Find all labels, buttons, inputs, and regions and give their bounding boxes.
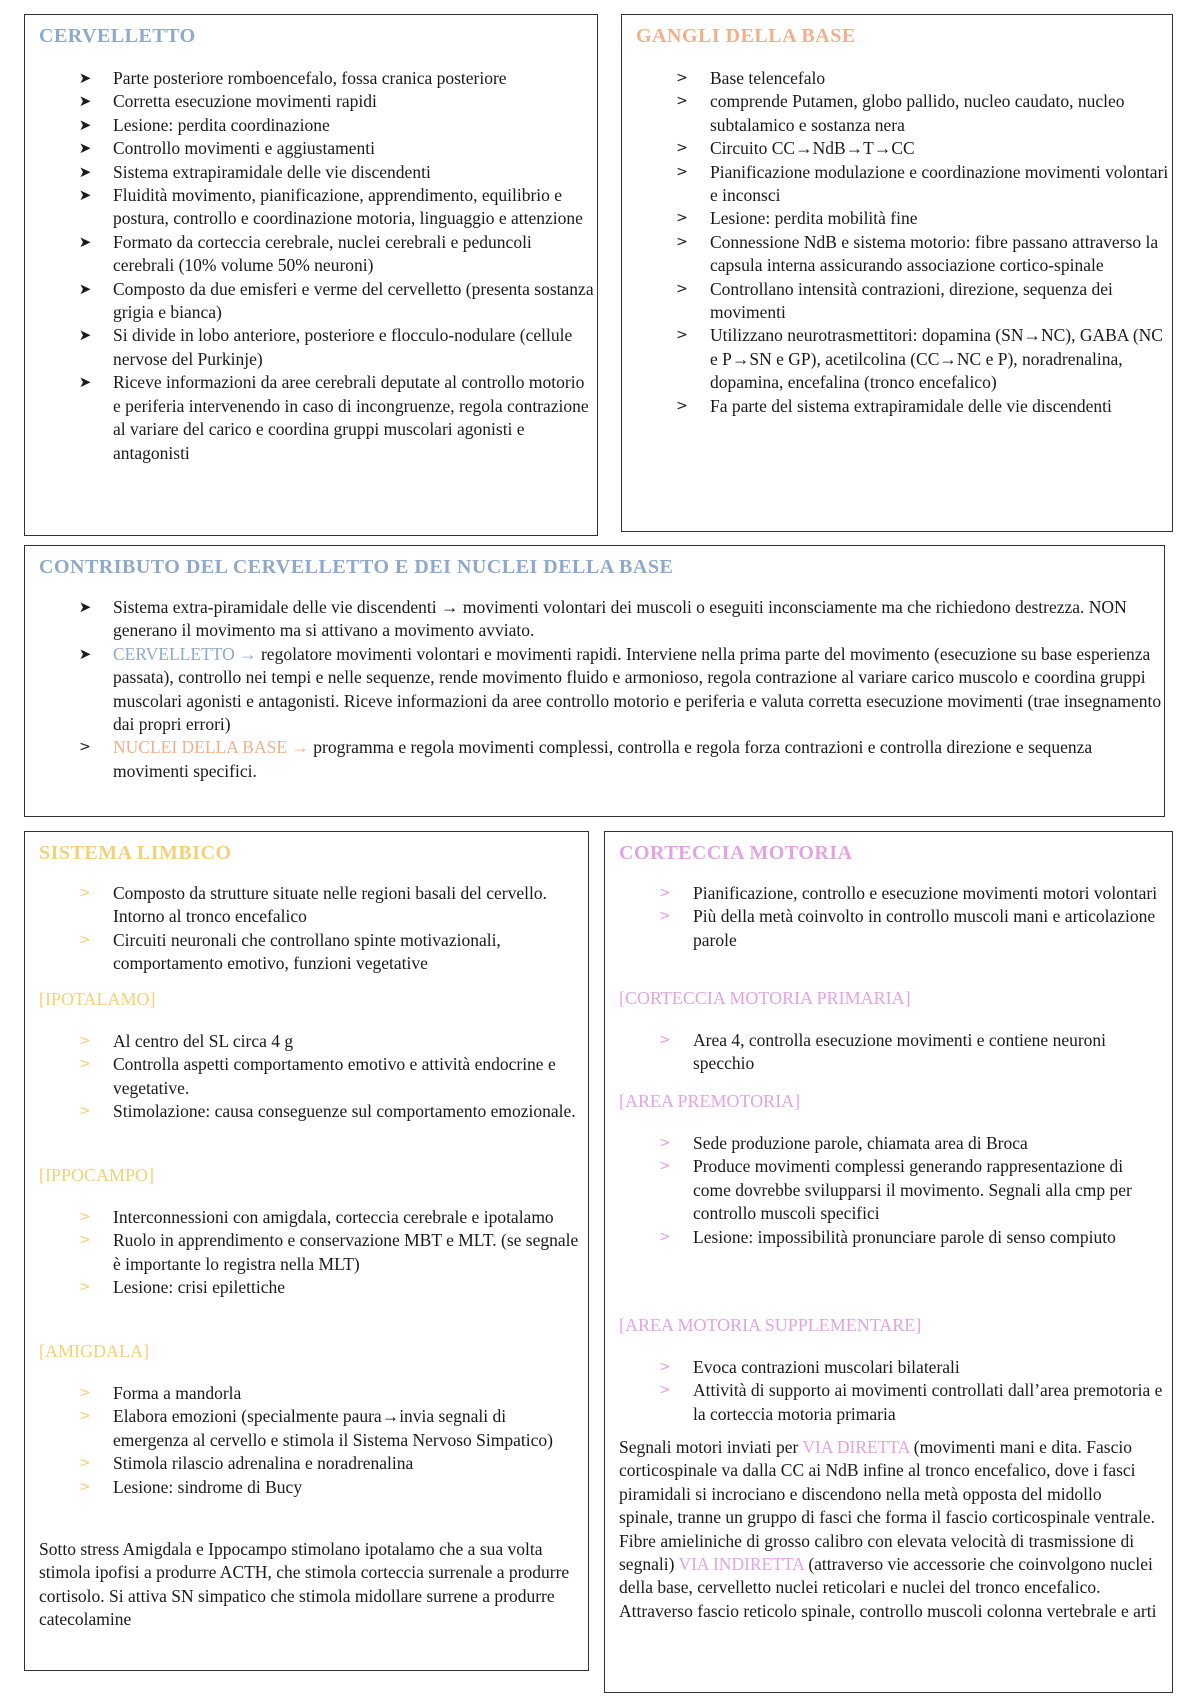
chevron-bullet-icon: > [79,1455,91,1472]
arrow-bullet-icon: ➤ [78,326,92,345]
corteccia-list [655,882,1165,952]
list-item: ➤ Riceve informazioni da aree cerebrali deputate al controllo motorio e periferia intervenendo in caso di incongruenze, regola contrazione al variare del carico e coordina gruppi muscolari agonisti e antagonisti [75,371,595,465]
corteccia-paragraph: Segnali motori inviati per VIA DIRETTA (movimenti mani e dita. Fascio corticospinale va dalla CC ai NdB infine al tronco encefalico, dove i fasci piramidali si incrociano e discendono nella metà opposta del midollo spinale, tranne un gruppo di fasci che forma il fascio corticospinale ventrale. Fibre amieliniche di grosso calibro con elevata velocità di trasmissione di segnali) VIA INDIRETTA (attraverso vie accessorie che coinvolgono nuclei della base, cervelletto nuclei reticolari e nuclei del tronco encefalico. Attraverso fascio reticolo spinale, controllo muscoli colonna vertebrale e arti [619,1437,1157,1621]
arrow-bullet-icon: ➤ [78,139,92,158]
chevron-bullet-icon: > [659,908,671,925]
chevron-bullet-icon: > [676,163,688,180]
contributo-box [24,545,1165,817]
contributo-title: CONTRIBUTO DEL CERVELLETTO E DEI NUCLEI DELLA BASE [39,556,674,578]
chevron-bullet-icon: > [79,1056,91,1073]
chevron-bullet-icon: > [79,1033,91,1049]
list-item: ➤ Parte posteriore romboencefalo, fossa cranica posteriore [75,67,595,90]
chevron-bullet-icon: > [79,1279,91,1296]
list-item: > comprende Putamen, globo pallido, nucleo caudato, nucleo subtalamico e sostanza nera [672,90,1172,137]
primaria-heading: [CORTECCIA MOTORIA PRIMARIA] [619,988,911,1008]
amigdala-list [75,1382,585,1499]
amigdala-heading: [AMIGDALA] [39,1341,149,1361]
chevron-bullet-icon: > [79,1103,91,1120]
list-item: > Evoca contrazioni muscolari bilaterali [655,1356,1165,1379]
supplementare-heading: [AREA MOTORIA SUPPLEMENTARE] [619,1315,922,1335]
list-item: > Circuiti neuronali che controllano spinte motivazionali, comportamento emotivo, funzioni vegetative [75,929,585,976]
arrow-bullet-icon: ➤ [78,115,92,134]
chevron-bullet-icon: > [676,327,688,344]
via-indiretta-label: VIA INDIRETTA [678,1554,804,1575]
list-item: > Utilizzano neurotrasmettitori: dopamina (SN→NC), GABA (NC e P→SN e GP), acetilcolina (CC→NC e P), noradrenalina, dopamina, encefalina (tronco encefalico) [672,324,1172,394]
list-item: > Elabora emozioni (specialmente paura→invia segnali di emergenza al cervello e stimola il Sistema Nervoso Simpatico) [75,1405,585,1452]
limbico-list [75,882,585,976]
chevron-bullet-icon: > [659,1228,671,1245]
gangli-title: GANGLI DELLA BASE [636,25,856,47]
arrow-bullet-icon: ➤ [78,644,92,663]
list-item: > Lesione: crisi epilettiche [75,1276,585,1299]
list-item: ➤ Lesione: perdita coordinazione [75,114,595,137]
chevron-bullet-icon: > [659,1359,671,1375]
list-item: > Sede produzione parole, chiamata area di Broca [655,1132,1165,1155]
limbico-paragraph: Sotto stress Amigdala e Ippocampo stimolano ipotalamo che a sua volta stimola ipofisi a produrre ACTH, che stimola corteccia surrenale a produrre cortisolo. Si attiva SN simpatico che stimola midollare surrene a produrre catecolamine [39,1539,570,1630]
arrow-bullet-icon: ➤ [78,92,92,111]
ipotalamo-list [75,1030,585,1124]
list-item: ➤ Si divide in lobo anteriore, posteriore e flocculo-nodulare (cellule nervose del Purkinje) [75,324,595,371]
premotoria-list [655,1132,1165,1249]
chevron-bullet-icon: > [659,1382,671,1399]
gangli-box [621,14,1173,532]
list-item: > Controllano intensità contrazioni, direzione, sequenza dei movimenti [672,278,1172,325]
list-item: > Stimolazione: causa conseguenze sul comportamento emozionale. [75,1100,585,1123]
arrow-bullet-icon: ➤ [78,186,92,205]
chevron-bullet-icon: > [79,931,91,948]
limbico-box [24,831,589,1671]
chevron-bullet-icon: > [79,1232,91,1249]
list-item: ➤ Controllo movimenti e aggiustamenti [75,137,595,160]
primaria-list [655,1029,1165,1076]
list-item: ➤ Fluidità movimento, pianificazione, apprendimento, equilibrio e postura, controllo e coordinazione motoria, linguaggio e attenzione [75,184,595,231]
supplementare-list [655,1356,1165,1426]
list-item: ➤ Sistema extra-piramidale delle vie discendenti → movimenti volontari dei muscoli o eseguiti inconsciamente ma che richiedono destrezza. NON generano il movimento ma si attivano a movimento avviato. [75,596,1165,643]
list-item: > Attività di supporto ai movimenti controllati dall’area premotoria e la corteccia motoria primaria [655,1379,1165,1426]
chevron-bullet-icon: > [676,140,688,157]
corteccia-title: CORTECCIA MOTORIA [619,842,853,864]
chevron-bullet-icon: > [676,397,688,414]
ipotalamo-heading: [IPOTALAMO] [39,989,156,1009]
chevron-bullet-icon: > [676,70,688,86]
list-item: > Composto da strutture situate nelle regioni basali del cervello. Intorno al tronco encefalico [75,882,585,929]
corteccia-box [604,831,1173,1693]
list-item: ➤ Composto da due emisferi e verme del cervelletto (presenta sostanza grigia e bianca) [75,278,595,325]
list-item: > Circuito CC→NdB→T→CC [672,137,1172,160]
chevron-bullet-icon: > [676,93,688,110]
list-item: > Ruolo in apprendimento e conservazione MBT e MLT. (se segnale è importante lo registra nella MLT) [75,1229,585,1276]
limbico-title: SISTEMA LIMBICO [39,842,232,864]
cerveletto-title: CERVELLETTO [39,25,196,47]
arrow-bullet-icon: ➤ [78,69,92,87]
list-item: > Produce movimenti complessi generando rappresentazione di come dovrebbe svilupparsi il movimento. Segnali alla cmp per controllo muscoli specifici [655,1155,1165,1225]
list-item: > Al centro del SL circa 4 g [75,1030,585,1053]
list-item: ➤ Sistema extrapiramidale delle vie discendenti [75,161,595,184]
list-item: > Fa parte del sistema extrapiramidale delle vie discendenti [672,395,1172,418]
list-item: > Più della metà coinvolto in controllo muscoli mani e articolazione parole [655,905,1165,952]
list-item: > Lesione: perdita mobilità fine [672,207,1172,230]
cerveletto-box [24,14,598,536]
contributo-list [75,596,1165,783]
chevron-bullet-icon: > [676,233,688,250]
arrow-bullet-icon: ➤ [78,279,92,298]
premotoria-heading: [AREA PREMOTORIA] [619,1091,801,1111]
list-item: > Area 4, controlla esecuzione movimenti e contiene neuroni specchio [655,1029,1165,1076]
chevron-bullet-icon: > [79,1385,91,1401]
list-item: > Lesione: sindrome di Bucy [75,1476,585,1499]
chevron-bullet-icon: > [659,1135,671,1151]
chevron-bullet-icon: > [79,885,91,901]
list-item: > Interconnessioni con amigdala, corteccia cerebrale e ipotalamo [75,1206,585,1229]
via-diretta-label: VIA DIRETTA [802,1437,910,1457]
chevron-bullet-icon: > [659,1032,671,1048]
ippocampo-list [75,1206,585,1300]
cerveletto-label: CERVELLETTO → [113,643,257,664]
chevron-bullet-icon: > [676,210,688,227]
chevron-bullet-icon: > [79,739,91,756]
chevron-bullet-icon: > [659,885,671,901]
chevron-bullet-icon: > [676,280,688,297]
ippocampo-heading: [IPPOCAMPO] [39,1165,155,1185]
list-item: > Base telencefalo [672,67,1172,90]
arrow-bullet-icon: ➤ [78,162,92,181]
list-item: > Forma a mandorla [75,1382,585,1405]
nuclei-label: NUCLEI DELLA BASE → [113,737,309,758]
gangli-list [672,67,1172,418]
list-item: > Connessione NdB e sistema motorio: fibre passano attraverso la capsula interna assicurando associazione cortico-spinale [672,231,1172,278]
list-item: > Stimola rilascio adrenalina e noradrenalina [75,1452,585,1475]
chevron-bullet-icon: > [659,1158,671,1175]
arrow-bullet-icon: ➤ [78,598,92,616]
chevron-bullet-icon: > [79,1209,91,1225]
list-item: ➤ Formato da corteccia cerebrale, nuclei cerebrali e peduncoli cerebrali (10% volume 50% neuroni) [75,231,595,278]
list-item: ➤ CERVELLETTO → regolatore movimenti volontari e movimenti rapidi. Interviene nella prima parte del movimento (esecuzione su base esperienza passata), controllo nei tempi e nelle sequenze, rende movimento fluido e armonioso, regola contrazione al variare carico muscolo e coordina gruppi muscolari agonisti e antagonisti. Riceve informazioni da aree controllo motorio e periferia e valuta corretta esecuzione movimenti (trae insegnamento dai propri errori) [75,643,1165,737]
list-item: > Controlla aspetti comportamento emotivo e attività endocrine e vegetative. [75,1053,585,1100]
list-item: ➤ Corretta esecuzione movimenti rapidi [75,90,595,113]
list-item: > Pianificazione modulazione e coordinazione movimenti volontari e inconsci [672,161,1172,208]
list-item: > Pianificazione, controllo e esecuzione movimenti motori volontari [655,882,1165,905]
arrow-bullet-icon: ➤ [78,232,92,251]
list-item: > NUCLEI DELLA BASE → programma e regola movimenti complessi, controlla e regola forza contrazioni e controlla direzione e sequenza movimenti specifici. [75,736,1165,783]
arrow-bullet-icon: ➤ [78,373,92,392]
cerveletto-list [75,67,595,465]
chevron-bullet-icon: > [79,1408,91,1425]
list-item: > Lesione: impossibilità pronunciare parole di senso compiuto [655,1226,1165,1249]
chevron-bullet-icon: > [79,1478,91,1495]
